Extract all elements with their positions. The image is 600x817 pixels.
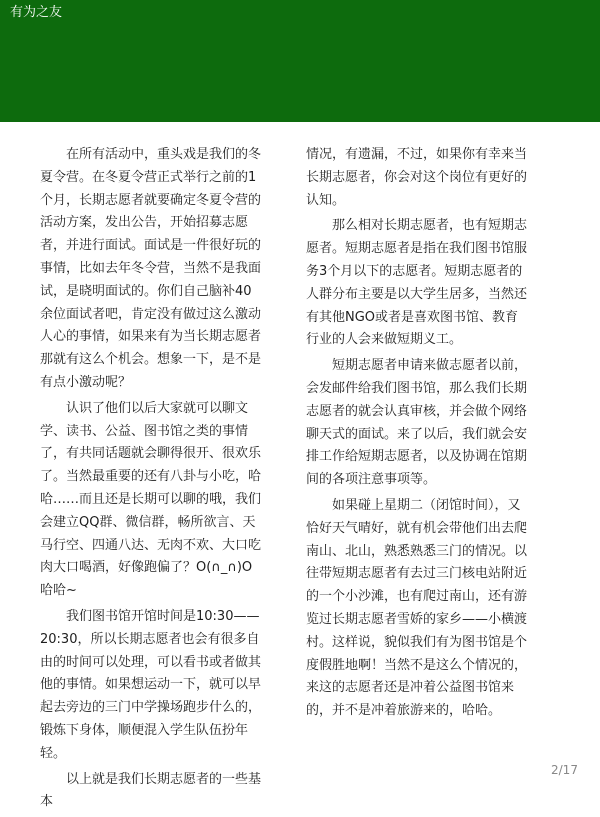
left-column: [40, 144, 264, 817]
header-banner: [0, 0, 600, 122]
page-number: 2/17: [551, 763, 578, 777]
header-title: 有为之友: [10, 5, 63, 20]
paragraph: 在所有活动中，重头戏是我们的冬夏令营。在冬夏令营正式举行之前的1个月，长期志愿者就要确定冬夏令营的活动方案，发出公告，开始招募志愿者，并进行面试。面试是一件很好玩的事情，比如去年冬令营，当然不是我面试，是晓明面试的。你们自己脑补40余位面试者吧，肯定没有做过这么激动人心的事情，如果来有为当长期志愿者那就有这么个机会。想象一下，是不是有点小激动呢？: [40, 147, 262, 390]
paragraph: 那么相对长期志愿者，也有短期志愿者。短期志愿者是指在我们图书馆服务3个月以下的志愿者。短期志愿者的人群分布主要是以大学生居多，当然还有其他NGO或者是喜欢图书馆、教育行业的人会来做短期义工。: [306, 218, 528, 348]
right-column: [306, 144, 530, 726]
paragraph: 我们图书馆开馆时间是10:30——20:30，所以长期志愿者也会有很多自由的时间可以处理，可以看书或者做其他的事情。如果想运动一下，就可以早起去旁边的三门中学操场跑步什么的，锻炼下身体，顺便混入学生队伍扮年轻。: [40, 608, 262, 761]
paragraph: 认识了他们以后大家就可以聊文学、读书、公益、图书馆之类的事情了，有共同话题就会聊得很开、很欢乐了。当然最重要的还有八卦与小吃，哈哈……而且还是长期可以聊的哦，我们会建立QQ群、微信群，畅所欲言、天马行空、四通八达、无肉不欢、大口吃肉大口喝酒，好像跑偏了？O(∩_∩)O哈哈~: [40, 400, 262, 599]
paragraph: 情况，有遗漏，不过，如果你有幸来当长期志愿者，你会对这个岗位有更好的认知。: [306, 147, 528, 208]
paragraph: 短期志愿者申请来做志愿者以前，会发邮件给我们图书馆，那么我们长期志愿者的就会认真审核，并会做个网络聊天式的面试。来了以后，我们就会安排工作给短期志愿者，以及协调在馆期间的各项注意事项等。: [306, 358, 528, 488]
paragraph: 如果碰上星期二（闭馆时间），又恰好天气晴好，就有机会带他们出去爬南山、北山，熟悉熟悉三门的情况。以往带短期志愿者有去过三门核电站附近的一个小沙滩，也有爬过南山，还有游览过长期志愿者雪娇的家乡——小横渡村。这样说，貌似我们有为图书馆是个度假胜地啊！当然不是这么个情况的，来这的志愿者还是冲着公益图书馆来的，并不是冲着旅游来的，哈哈。: [306, 497, 528, 719]
paragraph: 以上就是我们长期志愿者的一些基本: [40, 771, 262, 810]
